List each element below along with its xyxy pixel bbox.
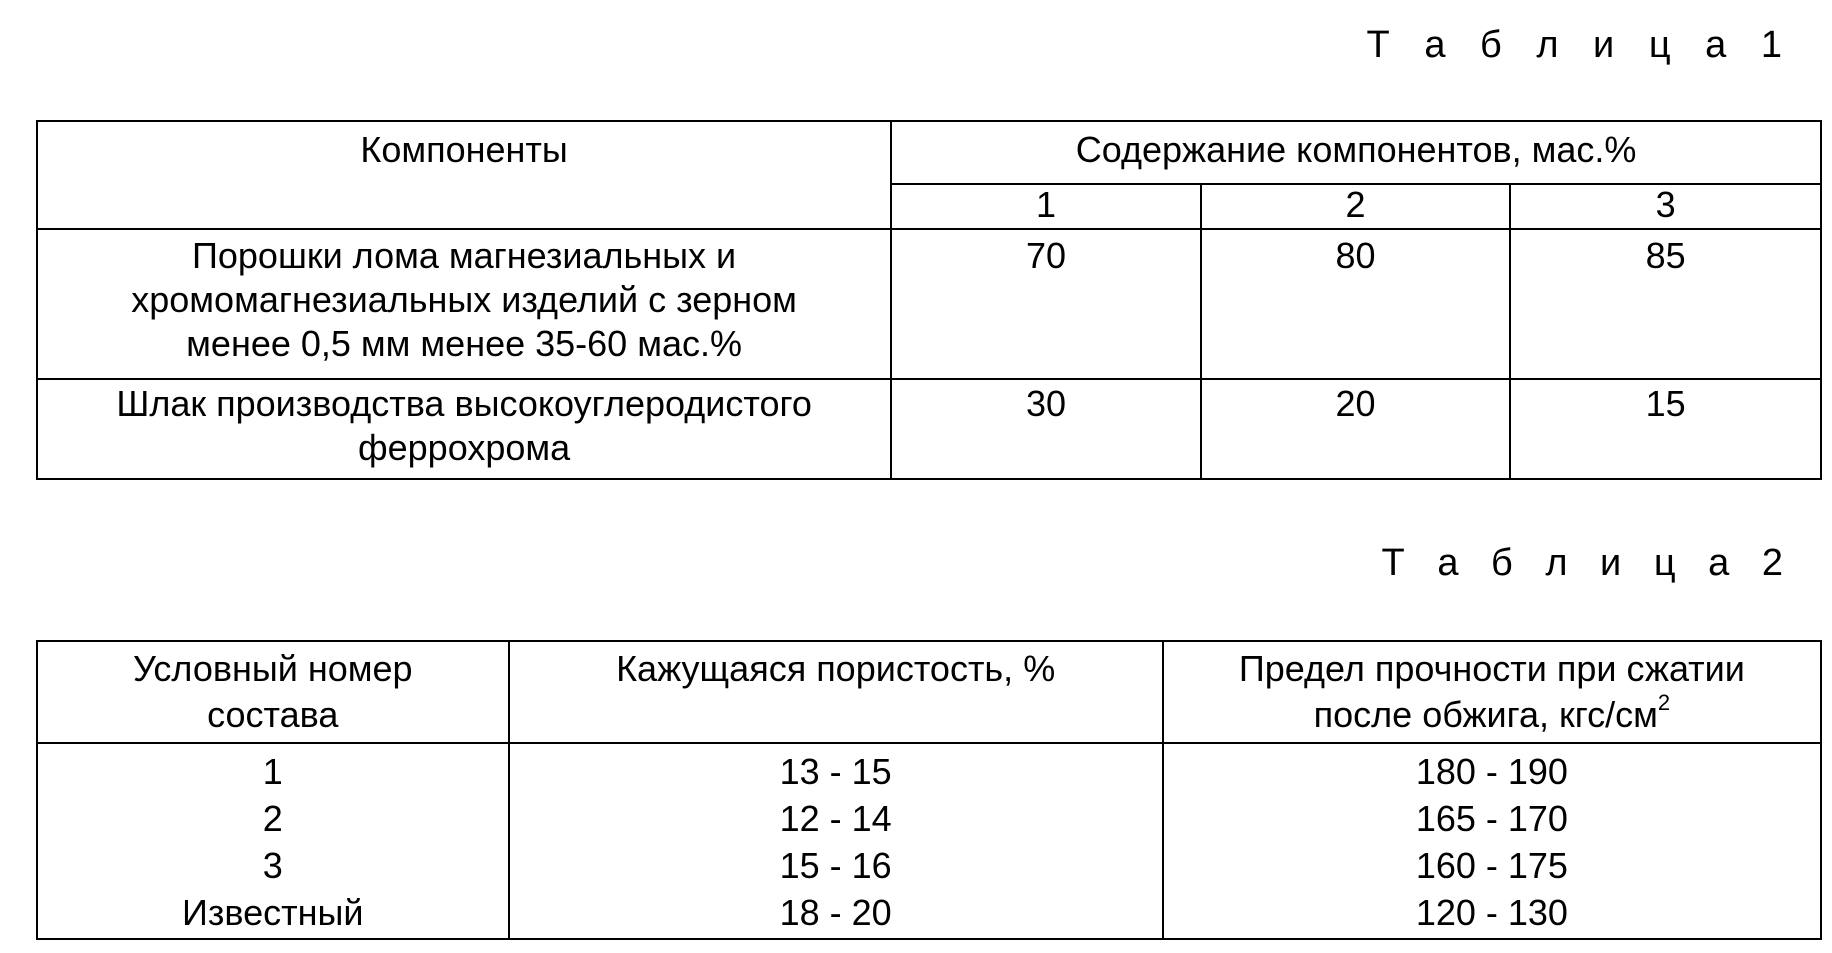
component-value: 85: [1510, 229, 1821, 379]
component-name-line: Шлак производства высокоуглеродистого: [116, 383, 812, 424]
table-row: [37, 379, 1821, 479]
component-value: 20: [1201, 379, 1511, 479]
components-table: [36, 120, 1822, 480]
composition-cell: 1: [262, 751, 283, 792]
header-strength: [1163, 641, 1821, 743]
composition-column: [37, 743, 509, 939]
header-composition: [37, 641, 509, 743]
component-value: 15: [1510, 379, 1821, 479]
component-name-line: хромомагнезиальных изделий с зерном: [131, 279, 797, 320]
porosity-cell: 12 - 14: [779, 798, 892, 839]
header-composition-line: Условный номер: [132, 648, 413, 689]
strength-cell: 165 - 170: [1415, 798, 1568, 839]
composition-cell: 2: [262, 798, 283, 839]
table-header-row: [37, 121, 1821, 184]
component-name-line: менее 0,5 мм менее 35-60 мас.%: [186, 323, 742, 364]
porosity-cell: 13 - 15: [779, 751, 892, 792]
header-components: Компоненты: [37, 121, 891, 229]
porosity-cell: 18 - 20: [779, 892, 892, 933]
strength-cell: 180 - 190: [1415, 751, 1568, 792]
component-name: [37, 229, 891, 379]
component-name-line: феррохрома: [358, 427, 571, 468]
header-strength-line-units: [1164, 692, 1820, 738]
table-header-row: [37, 641, 1821, 743]
component-value: 80: [1201, 229, 1511, 379]
composition-number: 3: [1510, 184, 1821, 229]
component-value: 70: [891, 229, 1201, 379]
composition-number: 2: [1201, 184, 1511, 229]
table1-caption: Т а б л и ц а 1: [1366, 24, 1794, 66]
header-porosity: Кажущаяся пористость, %: [509, 641, 1163, 743]
component-name: [37, 379, 891, 479]
component-value: 30: [891, 379, 1201, 479]
header-content: Содержание компонентов, мас.%: [891, 121, 1821, 184]
table-body-row: [37, 743, 1821, 939]
header-strength-line-text: после обжига, кгс/см: [1313, 694, 1658, 735]
properties-table: [36, 640, 1822, 940]
composition-number: 1: [891, 184, 1201, 229]
strength-cell: 120 - 130: [1415, 892, 1568, 933]
porosity-column: [509, 743, 1163, 939]
header-strength-line: Предел прочности при сжатии: [1238, 648, 1745, 689]
table-row: [37, 229, 1821, 379]
header-composition-line: состава: [207, 694, 339, 735]
superscript-exponent: 2: [1657, 690, 1671, 715]
porosity-cell: 15 - 16: [779, 845, 892, 886]
composition-cell: 3: [262, 845, 283, 886]
table2-caption: Т а б л и ц а 2: [1381, 542, 1794, 584]
strength-column: [1163, 743, 1821, 939]
composition-cell: Известный: [182, 892, 364, 933]
strength-cell: 160 - 175: [1415, 845, 1568, 886]
component-name-line: Порошки лома магнезиальных и: [192, 235, 737, 276]
